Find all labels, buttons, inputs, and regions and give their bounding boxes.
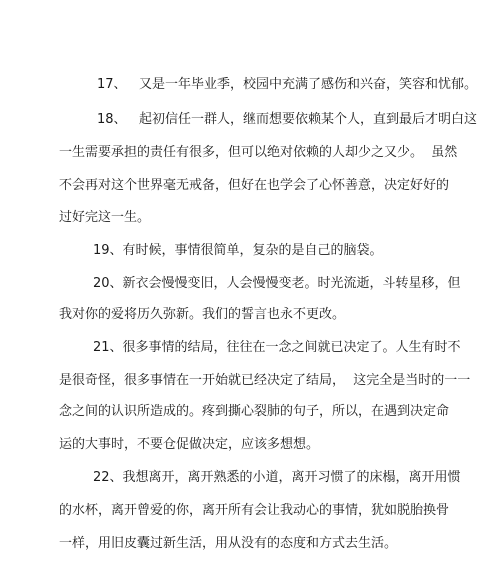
paragraph-21-line-2: 是很奇怪，很多事情在一开始就已经决定了结局， 这完全是当时的一一 bbox=[59, 373, 471, 388]
paragraph-22-line-3: 一样，用旧皮囊过新生活，用从没有的态度和方式去生活。 bbox=[59, 536, 398, 551]
paragraph-22-line-2: 的水杯，离开曾爱的你，离开所有会让我动心的事情，犹如脱胎换骨 bbox=[59, 503, 450, 518]
paragraph-18-line-4: 过好完这一生。 bbox=[59, 210, 151, 225]
paragraph-21-line-4: 运的大事时，不要仓促做决定，应该多想想。 bbox=[59, 437, 320, 452]
paragraph-18-line-2: 一生需要承担的责任有很多，但可以绝对依赖的人却少之又少。 虽然 bbox=[59, 145, 458, 160]
paragraph-22-line-1: 22、我想离开，离开熟悉的小道，离开习惯了的床榻，离开用惯 bbox=[93, 470, 461, 485]
paragraph-18-line-1: 18、 起初信任一群人，继而想要依赖某个人，直到最后才明白这 bbox=[97, 112, 477, 127]
paragraph-18-line-3: 不会再对这个世界毫无戒备，但好在也学会了心怀善意，决定好好的 bbox=[59, 178, 450, 193]
paragraph-20-line-1: 20、新衣会慢慢变旧，人会慢慢变老。时光流逝，斗转星移，但 bbox=[93, 276, 461, 291]
paragraph-17-line-1: 17、 又是一年毕业季，校园中充满了感伤和兴奋，笑容和忧郁。 bbox=[97, 77, 477, 92]
paragraph-19-line-1: 19、有时候，事情很简单，复杂的是自己的脑袋。 bbox=[93, 243, 383, 258]
paragraph-20-line-2: 我对你的爱将历久弥新。我们的誓言也永不更改。 bbox=[59, 307, 346, 322]
paragraph-21-line-1: 21、很多事情的结局，往往在一念之间就已决定了。人生有时不 bbox=[93, 340, 461, 355]
paragraph-21-line-3: 念之间的认识所造成的。疼到撕心裂肺的句子，所以，在遇到决定命 bbox=[59, 404, 450, 419]
